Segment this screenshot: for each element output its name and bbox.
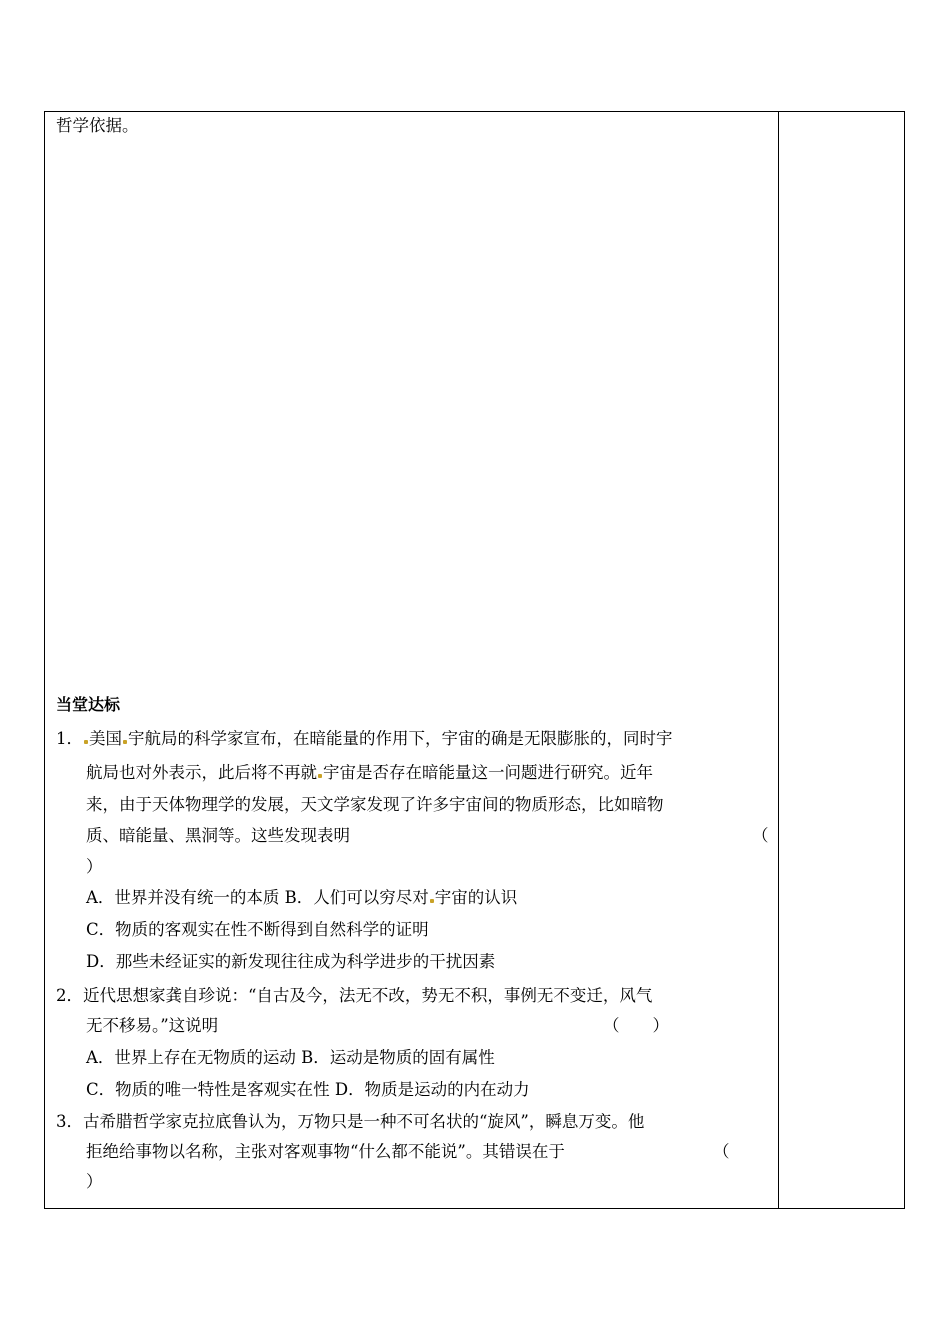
q1-line-4: 质、暗能量、黑洞等。这些发现表明 — [86, 826, 350, 845]
q1-number: 1． — [56, 729, 83, 748]
marker-icon — [318, 774, 322, 778]
table-frame — [44, 111, 905, 1209]
q2-line-2: 无不移易。”这说明 — [86, 1016, 219, 1035]
q3-paren-close: ） — [86, 1172, 103, 1191]
marker-icon — [84, 740, 88, 744]
q1-line-3: 来，由于天体物理学的发展，天文学家发现了许多宇宙间的物质形态，比如暗物 — [86, 795, 664, 814]
q1-line-1: 1． 美国 宇航局的科学家宣布，在暗能量的作用下，宇宙的确是无限膨胀的，同时宇 — [56, 729, 673, 748]
q2-paren: （ ） — [603, 1016, 669, 1035]
q1-options-ab: A．世界并没有统一的本质 B．人们可以穷尽对 宇宙的认识 — [86, 888, 518, 907]
q2-options-ab: A．世界上存在无物质的运动 B．运动是物质的固有属性 — [86, 1048, 495, 1067]
marker-icon — [430, 899, 434, 903]
marker-icon — [123, 740, 127, 744]
q1-line-2: 航局也对外表示，此后将不再就 宇宙是否存在暗能量这一问题进行研究。近年 — [86, 763, 653, 782]
q1-paren-close: ） — [86, 857, 103, 876]
top-text: 哲学依据。 — [56, 116, 139, 135]
q1-option-d: D．那些未经证实的新发现往往成为科学进步的干扰因素 — [86, 952, 496, 971]
q1-paren-open: （ — [752, 826, 769, 845]
section-title: 当堂达标 — [56, 695, 121, 714]
q2-options-cd: C．物质的唯一特性是客观实在性 D．物质是运动的内在动力 — [86, 1080, 530, 1099]
q2-line-1: 2．近代思想家龚自珍说：“自古及今，法无不改，势无不积，事例无不变迁，风气 — [56, 986, 653, 1005]
q3-paren-open: （ — [713, 1142, 730, 1161]
q3-line-2: 拒绝给事物以名称，主张对客观事物“什么都不能说”。其错误在于 — [86, 1142, 565, 1161]
q1-option-c: C．物质的客观实在性不断得到自然科学的证明 — [86, 920, 429, 939]
column-divider — [778, 111, 779, 1209]
q3-line-1: 3．古希腊哲学家克拉底鲁认为，万物只是一种不可名状的“旋风”，瞬息万变。他 — [56, 1112, 645, 1131]
